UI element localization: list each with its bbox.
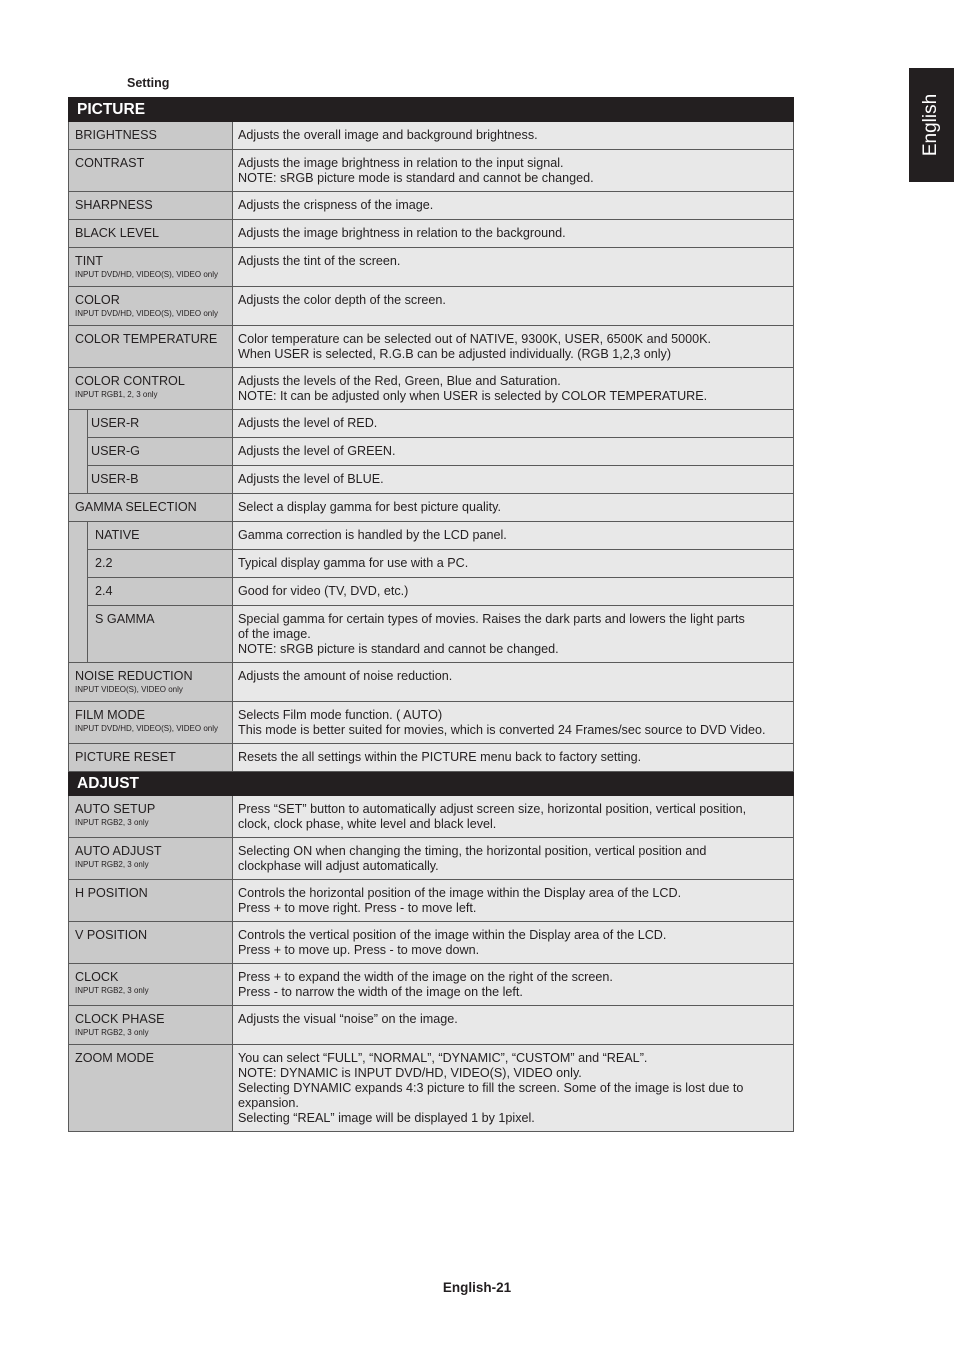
setting-name-cell [69,494,233,522]
setting-name: V POSITION [75,928,148,942]
description-line: Adjusts the level of GREEN. [238,444,396,458]
sub-setting-name: USER-R [88,410,233,438]
setting-name-cell [69,192,233,220]
description-line: Press + to move right. Press - to move left. [238,901,477,915]
description-line: Gamma correction is handled by the LCD panel. [238,528,507,542]
description-line: NOTE: sRGB picture is standard and cannot be changed. [238,642,559,656]
description-line: Selecting “REAL” image will be displayed 1 by 1pixel. [238,1111,535,1125]
setting-input-note: INPUT RGB1, 2, 3 only [75,390,158,399]
description-line: You can select “FULL”, “NORMAL”, “DYNAMIC”, “CUSTOM” and “REAL”. [238,1051,648,1065]
description-line: Selecting ON when changing the timing, the horizontal position, vertical position and [238,844,707,858]
description-line: Adjusts the overall image and background brightness. [238,128,538,142]
setting-name: BLACK LEVEL [75,226,160,240]
settings-table [68,97,794,1132]
setting-input-note: INPUT RGB2, 3 only [75,1028,149,1037]
description-line: NOTE: It can be adjusted only when USER is selected by COLOR TEMPERATURE. [238,389,708,403]
setting-description-cell [233,248,794,287]
sub-item-indent [69,438,88,466]
sub-setting-row [69,606,794,663]
sub-setting-description-cell [233,550,794,578]
setting-input-note: INPUT DVD/HD, VIDEO(S), VIDEO only [75,724,218,733]
setting-row [69,744,794,772]
setting-input-note: INPUT RGB2, 3 only [75,860,149,869]
sub-setting-row [69,410,794,438]
setting-name-cell [69,922,233,964]
setting-description-cell [233,880,794,922]
description-line: of the image. [238,627,311,641]
description-line: Press + to expand the width of the image on the right of the screen. [238,970,613,984]
sub-setting-description-cell [233,438,794,466]
setting-description-cell [233,494,794,522]
description-line: Press + to move up. Press - to move down. [238,943,480,957]
setting-name-cell [69,663,233,702]
setting-description-cell [233,287,794,326]
section-title: PICTURE [69,98,794,122]
setting-description-cell [233,922,794,964]
setting-name: H POSITION [75,886,148,900]
sub-setting-name: USER-G [88,438,233,466]
description-line: Adjusts the level of BLUE. [238,472,384,486]
sub-setting-row [69,438,794,466]
setting-description-cell [233,964,794,1006]
description-line: expansion. [238,1096,299,1110]
setting-description-cell [233,150,794,192]
setting-name-cell [69,1006,233,1045]
description-line: Selects Film mode function. ( AUTO) [238,708,443,722]
setting-input-note: INPUT DVD/HD, VIDEO(S), VIDEO only [75,309,218,318]
setting-name-cell [69,1045,233,1132]
description-line: NOTE: DYNAMIC is INPUT DVD/HD, VIDEO(S), VIDEO only. [238,1066,582,1080]
description-line: clockphase will adjust automatically. [238,859,439,873]
setting-name-cell [69,744,233,772]
description-line: Typical display gamma for use with a PC. [238,556,469,570]
description-line: Adjusts the amount of noise reduction. [238,669,453,683]
setting-name-cell [69,326,233,368]
setting-input-note: INPUT RGB2, 3 only [75,818,149,827]
setting-description-cell [233,326,794,368]
sub-setting-description-cell [233,410,794,438]
sub-item-indent [69,522,88,550]
description-line: Adjusts the tint of the screen. [238,254,401,268]
language-tab [909,68,954,182]
setting-name-cell [69,150,233,192]
setting-name: FILM MODE [75,708,145,722]
setting-name-cell [69,796,233,838]
setting-name: AUTO SETUP [75,802,156,816]
description-line: Color temperature can be selected out of NATIVE, 9300K, USER, 6500K and 5000K. [238,332,712,346]
setting-description-cell [233,192,794,220]
setting-description-cell [233,744,794,772]
description-line: Adjusts the crispness of the image. [238,198,434,212]
setting-description-cell [233,796,794,838]
setting-name: ZOOM MODE [75,1051,155,1065]
description-line: clock, clock phase, white level and black level. [238,817,497,831]
setting-name: COLOR [75,293,120,307]
sub-item-indent [69,578,88,606]
setting-name: NOISE REDUCTION [75,669,193,683]
description-line: Special gamma for certain types of movies. Raises the dark parts and lowers the light parts [238,612,745,626]
description-line: Adjusts the level of RED. [238,416,378,430]
section-header-row [69,772,794,796]
description-line: Controls the vertical position of the image within the Display area of the LCD. [238,928,667,942]
setting-name-cell [69,880,233,922]
setting-row [69,122,794,150]
setting-description-cell [233,122,794,150]
setting-row [69,220,794,248]
setting-row [69,287,794,326]
setting-name: CONTRAST [75,156,145,170]
description-line: When USER is selected, R.G.B can be adjusted individually. (RGB 1,2,3 only) [238,347,672,361]
setting-name-cell [69,368,233,410]
description-line: Adjusts the image brightness in relation to the input signal. [238,156,564,170]
setting-row [69,880,794,922]
sub-setting-description-cell [233,466,794,494]
setting-name: BRIGHTNESS [75,128,157,142]
setting-name: AUTO ADJUST [75,844,162,858]
setting-input-note: INPUT RGB2, 3 only [75,986,149,995]
section-title: ADJUST [69,772,794,796]
setting-row [69,248,794,287]
setting-name-cell [69,220,233,248]
setting-name: SHARPNESS [75,198,153,212]
setting-row [69,1045,794,1132]
description-line: Adjusts the image brightness in relation to the background. [238,226,566,240]
sub-setting-row [69,466,794,494]
setting-input-note: INPUT VIDEO(S), VIDEO only [75,685,183,694]
setting-description-cell [233,220,794,248]
description-line: Good for video (TV, DVD, etc.) [238,584,409,598]
sub-setting-name: USER-B [88,466,233,494]
section-heading-setting: Setting [127,76,170,90]
setting-name: CLOCK PHASE [75,1012,165,1026]
sub-setting-row [69,522,794,550]
sub-item-indent [69,606,88,663]
sub-item-indent [69,550,88,578]
description-line: Select a display gamma for best picture quality. [238,500,501,514]
setting-description-cell [233,1045,794,1132]
setting-name-cell [69,838,233,880]
description-line: Press “SET” button to automatically adjust screen size, horizontal position, vertical position, [238,802,747,816]
setting-row [69,964,794,1006]
description-line: Adjusts the levels of the Red, Green, Blue and Saturation. [238,374,561,388]
setting-name: GAMMA SELECTION [75,500,197,514]
setting-name-cell [69,122,233,150]
page-number: English-21 [442,1280,512,1295]
sub-setting-description-cell [233,606,794,663]
section-header-row [69,98,794,122]
setting-row [69,663,794,702]
description-line: Press - to narrow the width of the image on the left. [238,985,523,999]
sub-setting-row [69,578,794,606]
sub-setting-description-cell [233,578,794,606]
description-line: Controls the horizontal position of the image within the Display area of the LCD. [238,886,682,900]
setting-name-cell [69,287,233,326]
description-line: NOTE: sRGB picture mode is standard and cannot be changed. [238,171,594,185]
sub-setting-description-cell [233,522,794,550]
description-line: Resets the all settings within the PICTURE menu back to factory setting. [238,750,642,764]
setting-description-cell [233,838,794,880]
sub-item-indent [69,466,88,494]
setting-row [69,192,794,220]
setting-name: COLOR CONTROL [75,374,185,388]
setting-description-cell [233,663,794,702]
setting-name-cell [69,964,233,1006]
sub-setting-name: 2.4 [88,578,233,606]
sub-setting-name: 2.2 [88,550,233,578]
description-line: This mode is better suited for movies, which is converted 24 Frames/sec source to DVD Video. [238,723,766,737]
sub-setting-name: NATIVE [88,522,233,550]
setting-name-cell [69,702,233,744]
setting-row [69,796,794,838]
language-tab-label: English [920,93,942,157]
setting-description-cell [233,702,794,744]
setting-name: COLOR TEMPERATURE [75,332,218,346]
setting-name: TINT [75,254,103,268]
setting-row [69,1006,794,1045]
description-line: Selecting DYNAMIC expands 4:3 picture to fill the screen. Some of the image is lost due to [238,1081,744,1095]
setting-row [69,326,794,368]
setting-row [69,494,794,522]
setting-row [69,838,794,880]
setting-row [69,368,794,410]
setting-input-note: INPUT DVD/HD, VIDEO(S), VIDEO only [75,270,218,279]
setting-description-cell [233,1006,794,1045]
setting-row [69,150,794,192]
setting-name-cell [69,248,233,287]
setting-row [69,922,794,964]
sub-setting-row [69,550,794,578]
setting-name: CLOCK [75,970,119,984]
description-line: Adjusts the visual “noise” on the image. [238,1012,458,1026]
setting-row [69,702,794,744]
setting-name: PICTURE RESET [75,750,176,764]
setting-description-cell [233,368,794,410]
sub-item-indent [69,410,88,438]
sub-setting-name: S GAMMA [88,606,233,663]
description-line: Adjusts the color depth of the screen. [238,293,446,307]
